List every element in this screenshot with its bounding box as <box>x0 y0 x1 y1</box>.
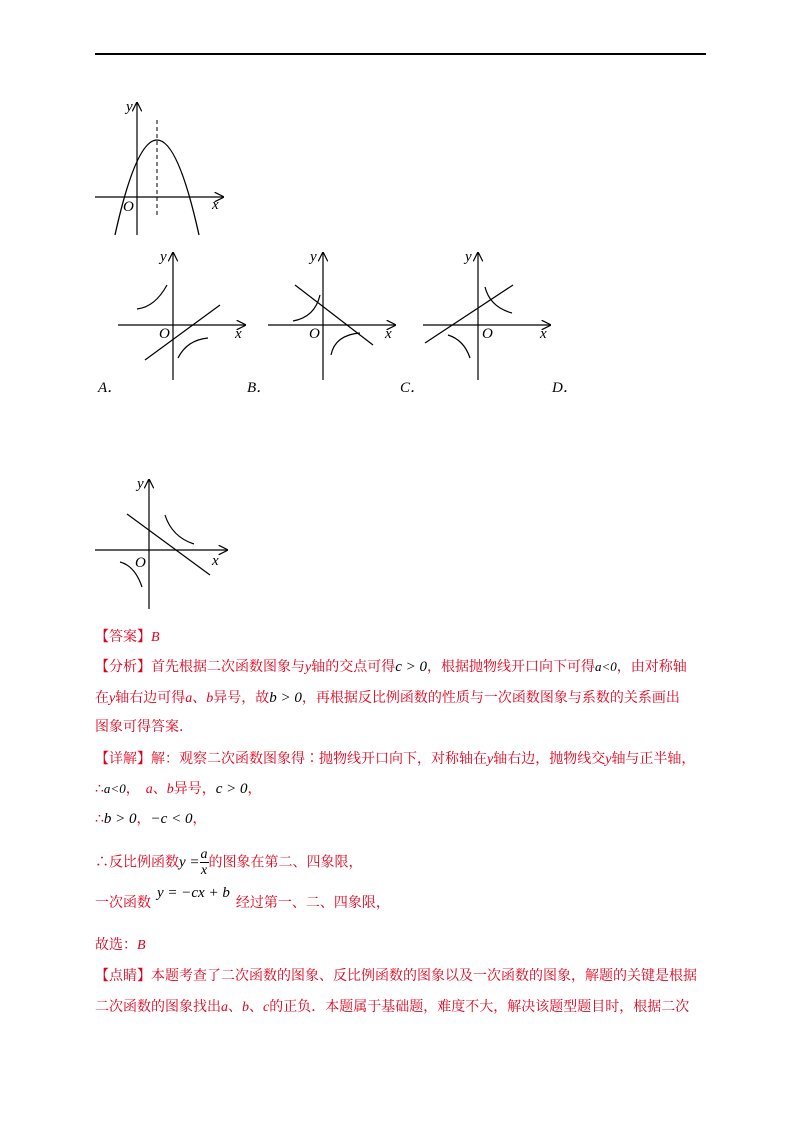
y-label: y <box>465 249 472 265</box>
option-b-label[interactable]: B． <box>247 380 272 396</box>
x-label: x <box>540 326 547 342</box>
option-c-graph <box>420 245 560 385</box>
analysis-line-2: 在y轴右边可得a、b异号，故b > 0，再根据反比例函数的性质与一次函数图象与系数的关系画出 <box>95 690 680 706</box>
option-d-label[interactable]: D． <box>552 380 578 396</box>
detail-line-6: 故选：B <box>95 937 146 953</box>
comment-tag: 【点睛】 <box>95 968 151 984</box>
hyperbola-branch-lower <box>331 333 360 355</box>
hyperbola-branch-lower <box>448 335 470 358</box>
answer-tag: 【答案】 <box>95 629 151 645</box>
origin-label: O <box>482 326 493 342</box>
hyperbola-branch-upper <box>293 295 320 321</box>
origin-label: O <box>135 555 146 571</box>
x-label: x <box>235 326 242 342</box>
option-a-graph <box>115 245 255 385</box>
x-label: x <box>212 197 219 213</box>
header-rule <box>95 53 706 55</box>
answer-graph <box>92 472 232 612</box>
origin-label: O <box>309 326 320 342</box>
x-label: x <box>212 553 219 569</box>
origin-label: O <box>159 326 170 342</box>
hyperbola-branch-upper <box>485 287 512 313</box>
analysis-tag: 【分析】 <box>95 659 151 675</box>
detail-line-3: ∴b > 0，−c < 0， <box>95 811 207 827</box>
detail-line-4: ∴反比例函数y = $\frac{a}{x}$ 的图象在第二、四象限， <box>95 847 363 878</box>
detail-line-2: ∴a<0， a、b异号，c > 0， <box>95 781 262 797</box>
comment-line-2: 二次函数的图象找出a、b、c的正负．本题属于基础题，难度不大，解决该题型题目时，根据二次 <box>95 999 690 1015</box>
x-label: x <box>385 326 392 342</box>
analysis-line-1: 【分析】首先根据二次函数图象与y轴的交点可得c > 0，根据抛物线开口向下可得a<0，由对称轴 <box>95 659 687 675</box>
analysis-line-3: 图象可得答案. <box>95 719 184 735</box>
y-label: y <box>160 249 167 265</box>
detail-tag: 【详解】 <box>95 751 151 767</box>
fraction-a-over-x: $\frac{a}{x}$ <box>200 847 208 878</box>
hyperbola-branch-lower <box>178 338 208 358</box>
option-c-label[interactable]: C． <box>400 380 426 396</box>
hyperbola-branch-upper <box>165 515 194 544</box>
answer-line <box>95 627 160 648</box>
y-label: y <box>137 476 144 492</box>
detail-line-5: 一次函数y = −cx + b经过第一、二、四象限， <box>95 885 390 911</box>
parabola-graph <box>90 95 230 240</box>
line-graph <box>425 285 513 343</box>
option-b-graph <box>265 245 405 385</box>
comment-line-1: 【点睛】本题考查了二次函数的图象、反比例函数的图象以及一次函数的图象，解题的关键是根据 <box>95 968 697 984</box>
option-a-label[interactable]: A． <box>98 380 123 396</box>
y-label: y <box>310 249 317 265</box>
answer-value: B <box>151 630 160 645</box>
line-graph <box>295 285 373 345</box>
parabola-curve <box>115 140 199 235</box>
origin-label: O <box>123 199 134 215</box>
hyperbola-branch-upper <box>137 285 167 309</box>
detail-line-1: 【详解】解：观察二次函数图象得∶抛物线开口向下，对称轴在y轴右边，抛物线交y轴与正半轴， <box>95 751 696 767</box>
y-label: y <box>126 99 133 115</box>
